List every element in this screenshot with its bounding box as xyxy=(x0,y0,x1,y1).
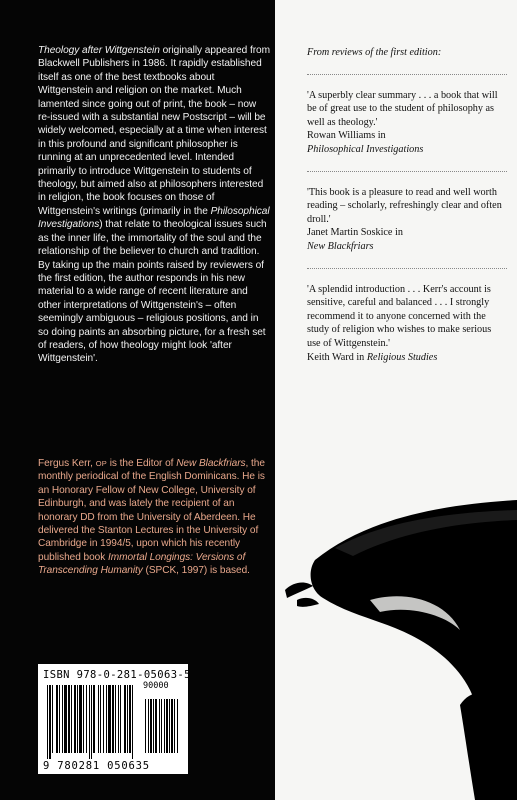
barcode-bar xyxy=(91,685,92,759)
book-title: Theology after Wittgenstein xyxy=(38,45,160,56)
barcode-bar xyxy=(127,685,128,753)
author-order: OP xyxy=(95,459,107,468)
barcode-bar xyxy=(49,685,51,759)
barcode-bar xyxy=(100,685,101,753)
review-quote: 'This book is a pleasure to read and well worth reading – scholarly, refreshingly clear and often droll.' xyxy=(307,186,502,225)
barcode-bar xyxy=(56,685,58,753)
addon-bar xyxy=(177,699,178,753)
barcode-bars xyxy=(43,683,185,759)
addon-bar xyxy=(166,699,168,753)
barcode-bar xyxy=(71,685,72,753)
review-source: Janet Martin Soskice in xyxy=(307,227,403,239)
price-code: 90000 xyxy=(143,681,169,691)
isbn-number: ISBN 978-0-281-05063-5 xyxy=(43,669,191,681)
barcode-bar xyxy=(118,685,119,753)
barcode-bar xyxy=(59,685,60,753)
barcode-bar xyxy=(47,685,48,759)
book-description xyxy=(38,44,270,366)
author-bio-text-3: , the monthly periodical of the English Dominicans. He is an Honorary Fellow of New College, University of Edinburgh, and was lately the recipient of an honorary DD from the University of Aberdeen. He delivered the Stanton Lectures in the University of Cambridge in 1994/5, upon which his recently published book xyxy=(38,458,265,563)
divider xyxy=(307,74,507,75)
barcode-bar xyxy=(64,685,67,753)
barcode-bar xyxy=(98,685,99,753)
barcode-bar xyxy=(129,685,131,753)
reviews-heading: From reviews of the first edition: xyxy=(307,47,442,58)
review-quote: 'A splendid introduction . . . Kerr's account is sensitive, careful and balanced . . . I strongly recommend it to anyone concerned with the study of religion who wishes to make serious use of Wittgenstein.' xyxy=(307,283,492,349)
barcode-bar xyxy=(115,685,116,753)
addon-bar xyxy=(161,699,162,753)
journal-title: New Blackfriars xyxy=(176,458,246,469)
barcode-bar xyxy=(62,685,63,753)
barcode-bar xyxy=(93,685,95,753)
author-bio-text-1: Fergus Kerr, xyxy=(38,458,96,469)
barcode-bar xyxy=(52,685,53,753)
right-panel xyxy=(275,0,517,800)
description-text-1: originally appeared from Blackwell Publishers in 1986. It rapidly established itself as one of the best textbooks about Wittgenstein and religion on the market. Much lamented since going out of print, the book – now re-issued with a substantial new Postscript – will be widely welcomed, especially at a time when interest in this profound and significant philosopher is running at an unprecedented level. Intended primarily to introduce Wittgenstein to students of theology, but aimed also at philosophers interested in religion, the book focuses on those of Wittgenstein's writings (primarily in the xyxy=(38,45,270,217)
barcode-bar xyxy=(86,685,87,753)
addon-bar xyxy=(159,699,160,753)
barcode-bar xyxy=(103,685,104,753)
barcode-bar xyxy=(68,685,70,753)
review-publication: New Blackfriars xyxy=(307,240,374,252)
addon-bar xyxy=(155,699,157,753)
description-text-2: ) that relate to theological issues such as the inner life, the immortality of the soul and the relationship of the believer to church and tradition. By taking up the main points raised by reviewers of the first edition, the author responds in his new material to a wide range of recent literature and other interpretations of Wittgenstein's – often seemingly ambiguous – religious positions, and in so doing paints an absorbing picture, for a fresh set of readers, of how theology might look 'after Wittgenstein'. xyxy=(38,219,267,365)
addon-bar xyxy=(164,699,165,753)
divider xyxy=(307,268,507,269)
review-quote: 'A superbly clear summary . . . a book that will be of great use to the student of philosophy as well as theology.' xyxy=(307,89,498,128)
review-publication: Philosophical Investigations xyxy=(307,143,424,155)
author-bio-text-2: is the Editor of xyxy=(106,458,177,469)
addon-bar xyxy=(169,699,170,753)
addon-bar xyxy=(150,699,152,753)
barcode-number: 9 780281 050635 xyxy=(43,760,150,772)
author-bio xyxy=(38,457,272,578)
author-bio-text-4: (SPCK, 1997) is based. xyxy=(142,565,250,577)
barcode-bar xyxy=(108,685,111,753)
barcode-bar xyxy=(106,685,107,753)
barcode-bar xyxy=(83,685,84,753)
author-book-title: Immortal Longings: Versions of Transcending Humanity xyxy=(38,551,246,577)
divider xyxy=(307,171,507,172)
review-item xyxy=(307,186,507,254)
review-source: Keith Ward in xyxy=(307,351,365,363)
review-item xyxy=(307,283,507,365)
barcode-bar xyxy=(124,685,126,753)
barcode-bar xyxy=(132,685,133,759)
barcode-bar xyxy=(79,685,82,753)
addon-bar xyxy=(153,699,154,753)
cited-work-title: Philosophical Investigations xyxy=(38,205,270,231)
review-source: Rowan Williams in xyxy=(307,130,386,142)
barcode-bar xyxy=(120,685,121,753)
reviews-section xyxy=(307,46,507,378)
barcode-bar xyxy=(89,685,90,759)
review-item xyxy=(307,89,507,157)
addon-bar xyxy=(171,699,173,753)
addon-bar xyxy=(145,699,146,753)
review-publication: Religious Studies xyxy=(366,351,438,363)
barcode-bar xyxy=(112,685,114,753)
addon-bar xyxy=(174,699,175,753)
isbn-barcode xyxy=(38,664,191,774)
barcode-bar xyxy=(74,685,76,753)
barcode-bar xyxy=(77,685,78,753)
addon-bar xyxy=(148,699,149,753)
